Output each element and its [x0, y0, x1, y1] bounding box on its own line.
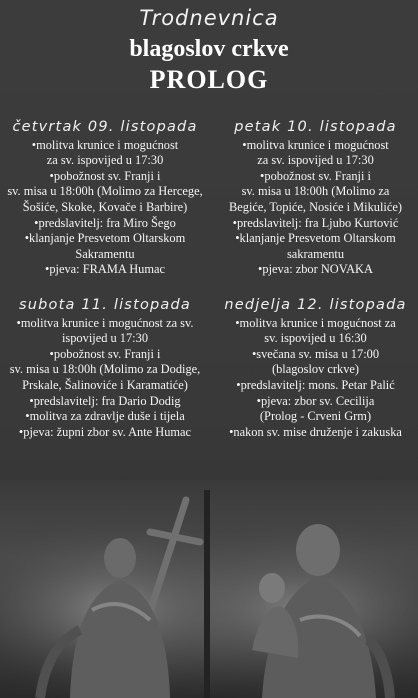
event-script-title: Trodnevnica [139, 6, 279, 30]
schedule-line: sakramentu [286, 246, 345, 261]
schedule-line: •pobožnost sv. Franji i [49, 346, 161, 361]
event-title: blagoslov crkve [129, 36, 289, 62]
schedule-line: (Prolog - Crveni Grm) [259, 409, 372, 424]
schedule-line: Šošiće, Skoke, Kovače i Barbire) [22, 199, 188, 214]
schedule-line: •pjeva: zbor sv. Cecilija [256, 393, 375, 408]
schedule-line: •predslavitelj: fra Dario Dodig [29, 393, 181, 408]
bronze-relief-image [0, 480, 418, 698]
schedule-line: Prskale, Šalinoviće i Karamatiće) [22, 377, 188, 392]
schedule-line: •molitva za zdravlje duše i tijela [25, 409, 185, 424]
day-block-friday [213, 120, 418, 278]
schedule-line: •molitva krunice i mogućnost [242, 137, 389, 152]
schedule-line: sv. misa u 18:00h (Molimo za Hercege, [7, 184, 203, 199]
day-heading: subota 11. listopada [18, 297, 192, 313]
schedule-line: sv. misa u 18:00h (Molimo za Dodige, [9, 362, 201, 377]
day-block-saturday [2, 298, 208, 440]
schedule-line: •predslavitelj: mons. Petar Palić [236, 377, 395, 392]
schedule-line: Sakramentu [75, 246, 135, 261]
schedule-line: (blagoslov crkve) [271, 362, 360, 377]
church-name: PROLOG [149, 65, 269, 94]
day-block-thursday [2, 120, 208, 278]
schedule-line: ispovijed u 17:30 [61, 331, 149, 346]
schedule-line: •pobožnost sv. Franji i [260, 168, 371, 183]
schedule-line: •nakon sv. mise druženje i zakuska [229, 424, 402, 439]
schedule-line: •klanjanje Presvetom Oltarskom [24, 231, 186, 246]
day-heading: petak 10. listopada [234, 119, 397, 135]
schedule-line: •pjeva: župni zbor sv. Ante Humac [18, 424, 192, 439]
schedule-line: sv. ispovijed u 16:30 [264, 331, 367, 346]
day-heading: četvrtak 09. listopada [12, 119, 198, 135]
schedule-line: Begiće, Topiće, Nosiće i Mikuliće) [228, 199, 402, 214]
schedule-line: za sv. ispovijed u 17:30 [257, 153, 374, 168]
schedule-line: •svečana sv. misa u 17:00 [251, 346, 380, 361]
schedule-line: •molitva krunice i mogućnost [31, 137, 179, 152]
schedule-line: sv. misa u 18:00h (Molimo za [241, 184, 390, 199]
schedule-line: za sv. ispovijed u 17:30 [46, 153, 164, 168]
schedule-line: •predslavitelj: fra Ljubo Kurtović [232, 215, 399, 230]
schedule-line: •pjeva: FRAMA Humac [45, 262, 165, 277]
schedule-line: •pobožnost sv. Franji i [49, 168, 161, 183]
schedule-line: •molitva krunice i mogućnost za [235, 315, 396, 330]
schedule-line: •klanjanje Presvetom Oltarskom [235, 231, 396, 246]
day-block-sunday [213, 298, 418, 440]
day-heading: nedjelja 12. listopada [224, 297, 407, 313]
schedule-line: •pjeva: zbor NOVAKA [258, 262, 373, 277]
schedule-line: •molitva krunice i mogućnost za sv. [16, 315, 194, 330]
schedule-line: •predslavitelj: fra Miro Šego [34, 215, 176, 230]
